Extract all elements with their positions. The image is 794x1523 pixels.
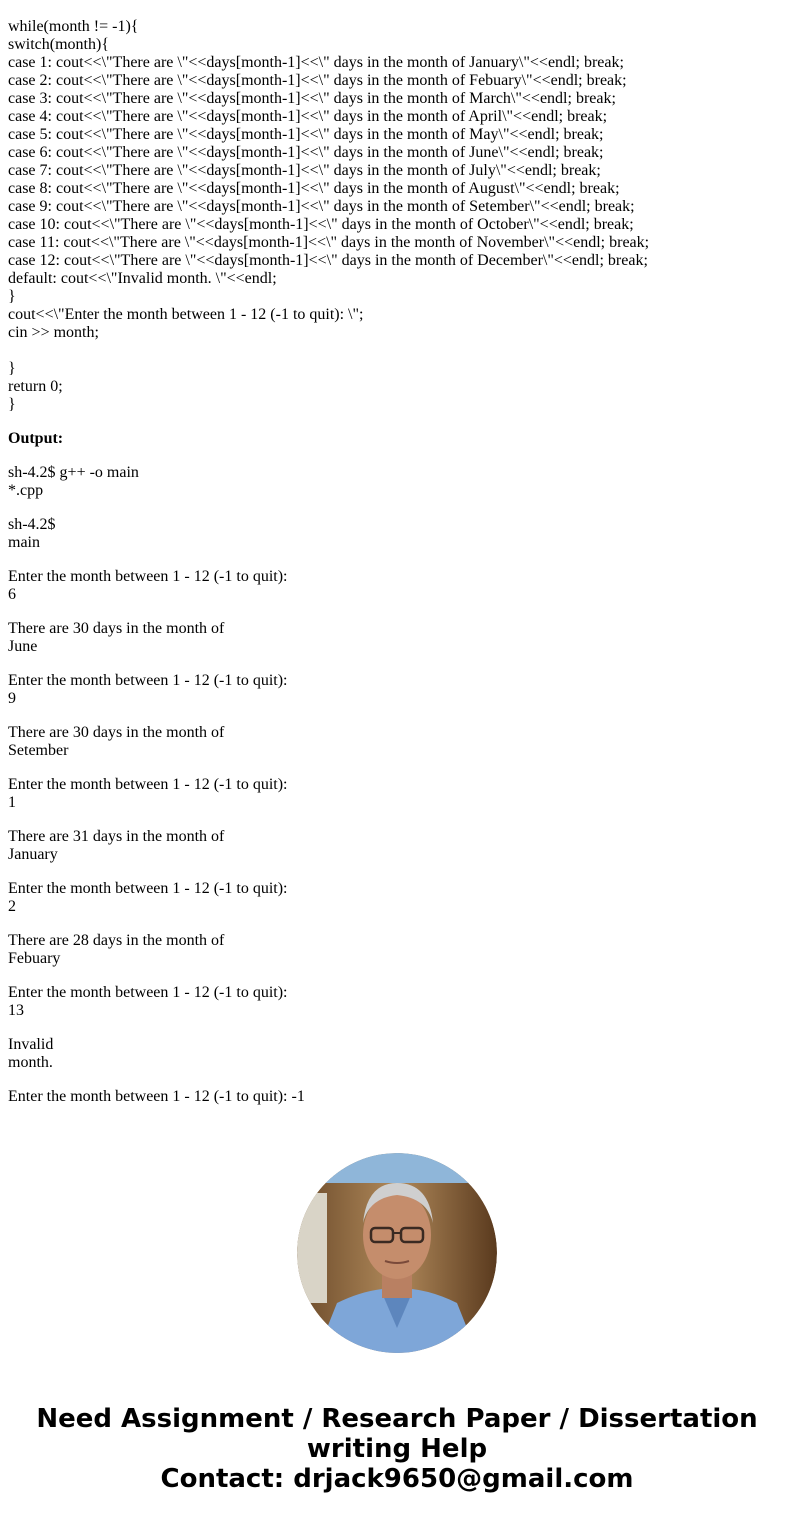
code-line: case 3: cout<<\"There are \"<<days[month-1]<<\" days in the month of March\"<<endl; break; [8, 90, 616, 107]
output-line: 1 [8, 794, 16, 811]
output-line: Enter the month between 1 - 12 (-1 to quit): [8, 672, 288, 689]
output-line: Invalid [8, 1036, 54, 1053]
code-line: case 8: cout<<\"There are \"<<days[month-1]<<\" days in the month of August\"<<endl; break; [8, 180, 620, 197]
code-line: } [8, 396, 16, 413]
output-line: 13 [8, 1002, 24, 1019]
code-line: case 5: cout<<\"There are \"<<days[month-1]<<\" days in the month of May\"<<endl; break; [8, 126, 604, 143]
code-line: case 7: cout<<\"There are \"<<days[month-1]<<\" days in the month of July\"<<endl; break; [8, 162, 601, 179]
output-paragraph [8, 984, 788, 1020]
output-line: 2 [8, 898, 16, 915]
output-paragraph [8, 828, 788, 864]
output-paragraph [8, 672, 788, 708]
code-line: } [8, 360, 16, 377]
output-line: Enter the month between 1 - 12 (-1 to quit): [8, 984, 288, 1001]
code-line: default: cout<<\"Invalid month. \"<<endl; [8, 270, 277, 287]
output-line: Enter the month between 1 - 12 (-1 to quit): [8, 880, 288, 897]
code-line: case 10: cout<<\"There are \"<<days[month-1]<<\" days in the month of October\"<<endl; break; [8, 216, 634, 233]
output-line: Enter the month between 1 - 12 (-1 to quit): -1 [8, 1088, 305, 1105]
output-paragraph [8, 724, 788, 760]
advertisement-banner [0, 1404, 794, 1494]
code-line: case 4: cout<<\"There are \"<<days[month-1]<<\" days in the month of April\"<<endl; break; [8, 108, 608, 125]
output-line: Setember [8, 742, 69, 759]
code-line: case 11: cout<<\"There are \"<<days[month-1]<<\" days in the month of November\"<<endl; break; [8, 234, 650, 251]
code-line: switch(month){ [8, 36, 109, 53]
code-line: cout<<\"Enter the month between 1 - 12 (-1 to quit): \"; [8, 306, 364, 323]
code-line: case 2: cout<<\"There are \"<<days[month-1]<<\" days in the month of Febuary\"<<endl; break; [8, 72, 627, 89]
output-paragraph [8, 776, 788, 812]
footer-line-2: writing Help [306, 1434, 488, 1464]
code-line [8, 342, 788, 360]
code-line: case 1: cout<<\"There are \"<<days[month-1]<<\" days in the month of January\"<<endl; break; [8, 54, 624, 71]
code-listing [8, 18, 788, 414]
output-line: *.cpp [8, 482, 44, 499]
code-line: return 0; [8, 378, 63, 395]
output-line: main [8, 534, 40, 551]
code-line: } [8, 288, 16, 305]
output-paragraph [8, 1088, 788, 1106]
output-paragraph [8, 516, 788, 552]
output-line: There are 28 days in the month of [8, 932, 225, 949]
code-line: case 9: cout<<\"There are \"<<days[month-1]<<\" days in the month of Setember\"<<endl; break; [8, 198, 635, 215]
output-line: sh-4.2$ g++ -o main [8, 464, 139, 481]
output-paragraph [8, 1036, 788, 1072]
code-line: case 6: cout<<\"There are \"<<days[month-1]<<\" days in the month of June\"<<endl; break; [8, 144, 604, 161]
output-line: June [8, 638, 38, 655]
code-line: case 12: cout<<\"There are \"<<days[month-1]<<\" days in the month of December\"<<endl; break; [8, 252, 648, 269]
output-line: 6 [8, 586, 16, 603]
output-line: There are 31 days in the month of [8, 828, 225, 845]
output-paragraph [8, 880, 788, 916]
output-paragraph [8, 932, 788, 968]
output-line: Febuary [8, 950, 61, 967]
footer-line-1: Need Assignment / Research Paper / Dissertation [36, 1404, 758, 1434]
document-content [8, 18, 788, 1106]
output-heading: Output: [8, 430, 64, 447]
footer-contact: Contact: drjack9650@gmail.com [160, 1464, 634, 1494]
output-line: month. [8, 1054, 53, 1071]
output-line: sh-4.2$ [8, 516, 56, 533]
output-line: There are 30 days in the month of [8, 724, 225, 741]
code-line: while(month != -1){ [8, 18, 139, 35]
output-line: There are 30 days in the month of [8, 620, 225, 637]
output-line: Enter the month between 1 - 12 (-1 to quit): [8, 776, 288, 793]
output-line: Enter the month between 1 - 12 (-1 to quit): [8, 568, 288, 585]
output-line: January [8, 846, 58, 863]
output-paragraph [8, 568, 788, 604]
output-paragraph [8, 464, 788, 500]
output-line: 9 [8, 690, 16, 707]
code-line: cin >> month; [8, 324, 99, 341]
author-photo [297, 1153, 497, 1353]
output-paragraph [8, 620, 788, 656]
console-output [8, 464, 788, 1106]
